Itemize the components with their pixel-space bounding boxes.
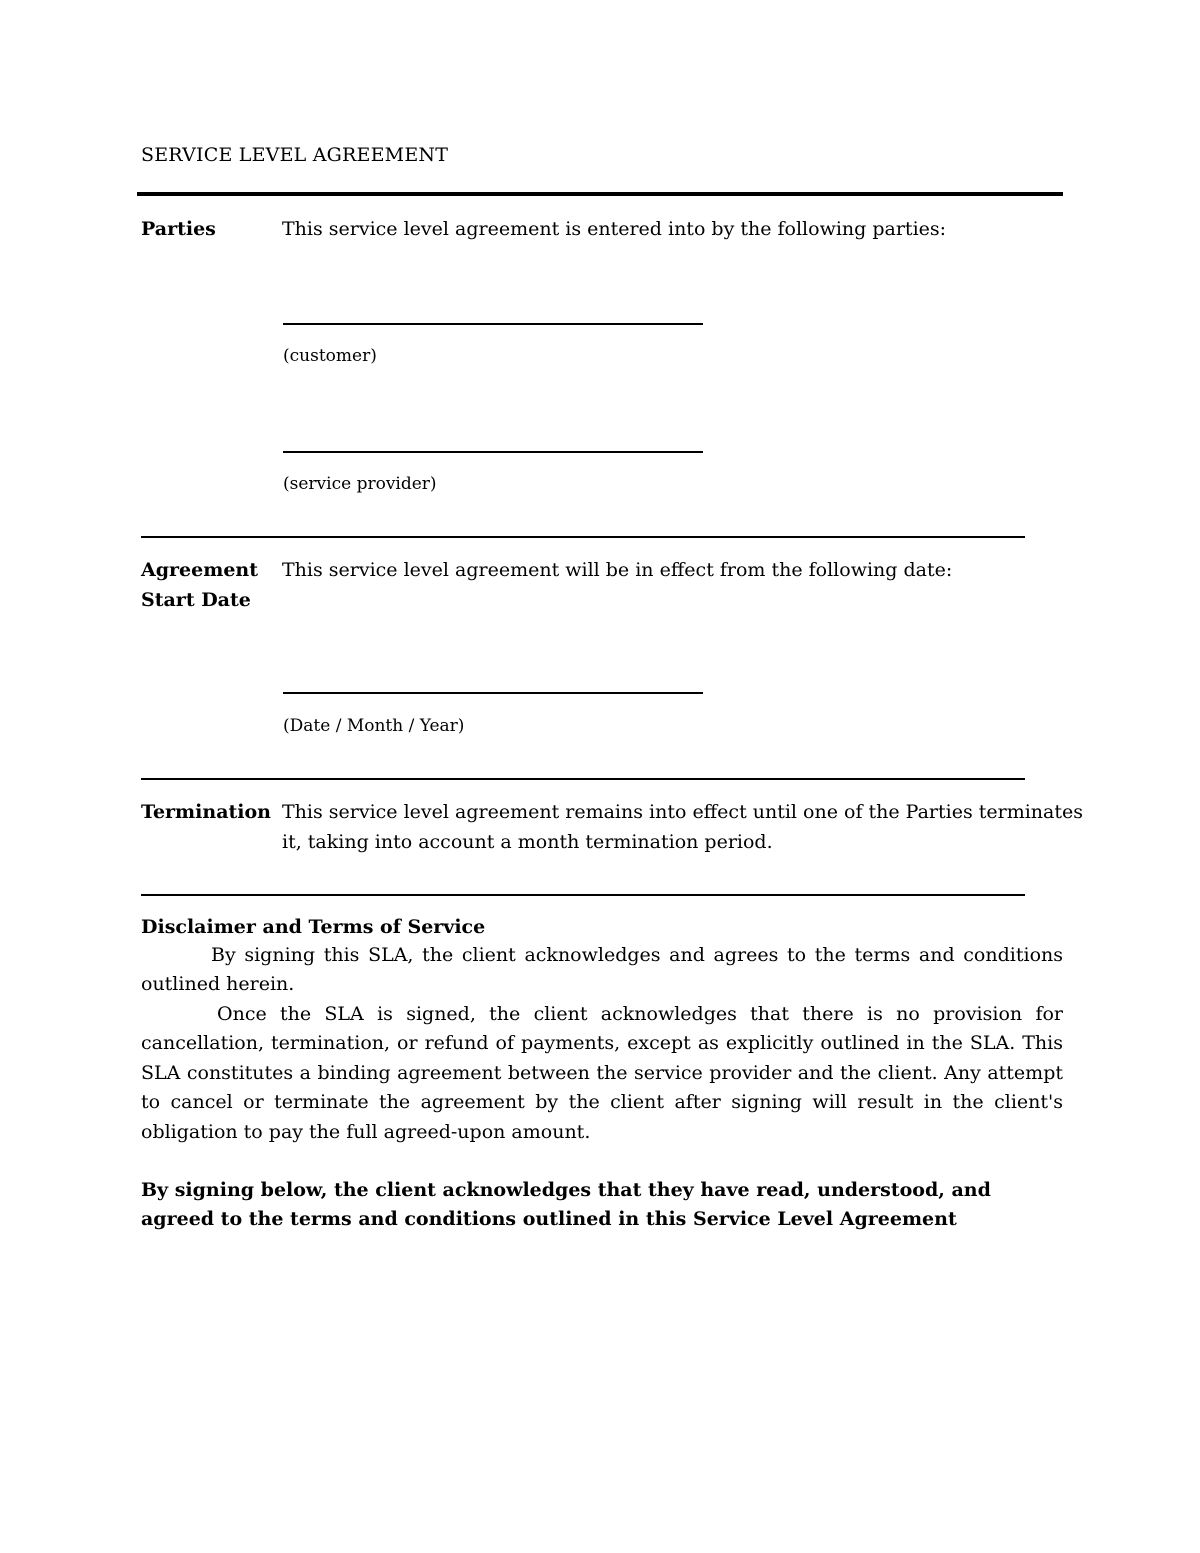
customer-caption: (customer) bbox=[283, 346, 377, 366]
date-caption: (Date / Month / Year) bbox=[283, 716, 465, 736]
page-title: SERVICE LEVEL AGREEMENT bbox=[141, 144, 449, 166]
termination-text-line2: it, taking into account a month termination period. bbox=[282, 831, 773, 853]
title-divider bbox=[137, 192, 1063, 196]
start-date-label-line1: Agreement bbox=[141, 559, 258, 581]
disclaimer-paragraph-1: By signing this SLA, the client acknowledges and agrees to the terms and conditions outlined herein. bbox=[141, 944, 1063, 996]
customer-blank-line bbox=[283, 323, 703, 325]
closing-statement: By signing below, the client acknowledges that they have read, understood, and agreed to the terms and conditions outlined in this Service Level Agreement bbox=[141, 1179, 991, 1231]
section-divider bbox=[141, 894, 1025, 896]
termination-text-line1: This service level agreement remains into effect until one of the Parties terminates bbox=[282, 801, 1084, 823]
termination-label: Termination bbox=[141, 801, 271, 823]
start-date-label-line2: Start Date bbox=[141, 589, 251, 611]
disclaimer-heading: Disclaimer and Terms of Service bbox=[141, 916, 486, 938]
section-divider bbox=[141, 536, 1025, 538]
service-provider-blank-line bbox=[283, 451, 703, 453]
start-date-text: This service level agreement will be in effect from the following date: bbox=[282, 559, 953, 581]
parties-label: Parties bbox=[141, 218, 216, 240]
parties-text: This service level agreement is entered into by the following parties: bbox=[282, 218, 947, 240]
disclaimer-paragraph-2: Once the SLA is signed, the client acknowledges that there is no provision for cancellation, termination, or refund of payments, except as explicitly outlined in the SLA. This SLA constitutes a binding agreement between the service provider and the client. Any attempt to cancel or terminate the agreement by the client after signing will result in the client's obligation to pay the full agreed-upon amount. bbox=[141, 1003, 1063, 1143]
service-provider-caption: (service provider) bbox=[283, 474, 437, 494]
start-date-blank-line bbox=[283, 692, 703, 694]
section-divider bbox=[141, 778, 1025, 780]
